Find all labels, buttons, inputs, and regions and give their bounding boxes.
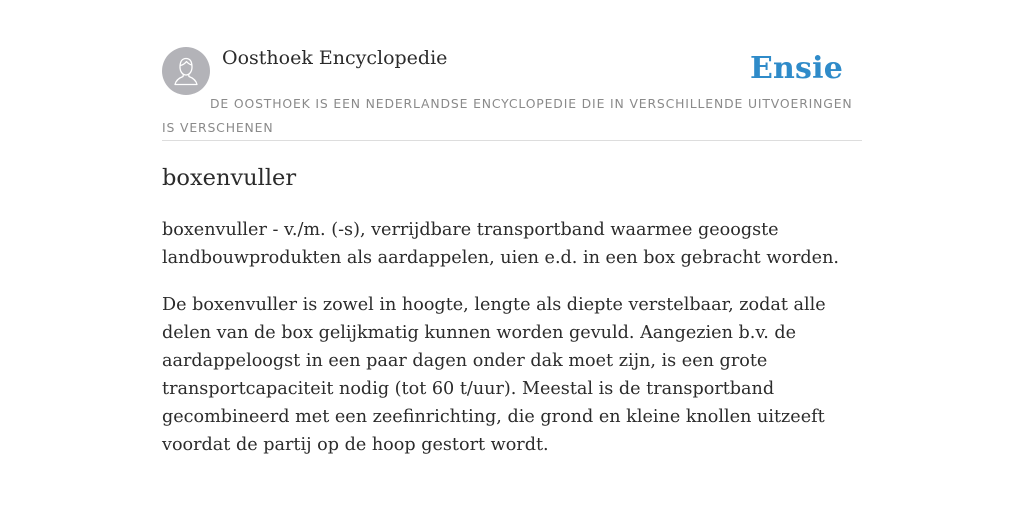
source-header: [162, 40, 862, 141]
ensie-logo[interactable]: Ensie: [749, 51, 843, 86]
source-title[interactable]: Oosthoek Encyclopedie: [222, 47, 448, 69]
article-body: De boxenvuller is zowel in hoogte, lengte als diepte verstelbaar, zodat alle delen van de box gelijkmatig kunnen worden gevuld. Aangezien b.v. de aardappeloogst in een paar dagen onder dak moet zijn, is een grote transportcapaciteit nodig (tot 60 t/uur). Meestal is de transportband gecombineerd met een zeefinrichting, die grond en kleine knollen uitzeeft voordat de partij op de hoop gestort wordt.: [162, 295, 826, 455]
user-silhouette-icon[interactable]: [162, 47, 210, 95]
source-description: DE OOSTHOEK IS EEN NEDERLANDSE ENCYCLOPEDIE DIE IN VERSCHILLENDE UITVOERINGEN IS VERSCHENEN: [162, 96, 853, 135]
article-title: boxenvuller: [162, 165, 297, 191]
article-definition: boxenvuller - v./m. (-s), verrijdbare transportband waarmee geoogste landbouwprodukten als aardappelen, uien e.d. in een box gebracht worden.: [162, 220, 840, 268]
article: [162, 160, 867, 459]
